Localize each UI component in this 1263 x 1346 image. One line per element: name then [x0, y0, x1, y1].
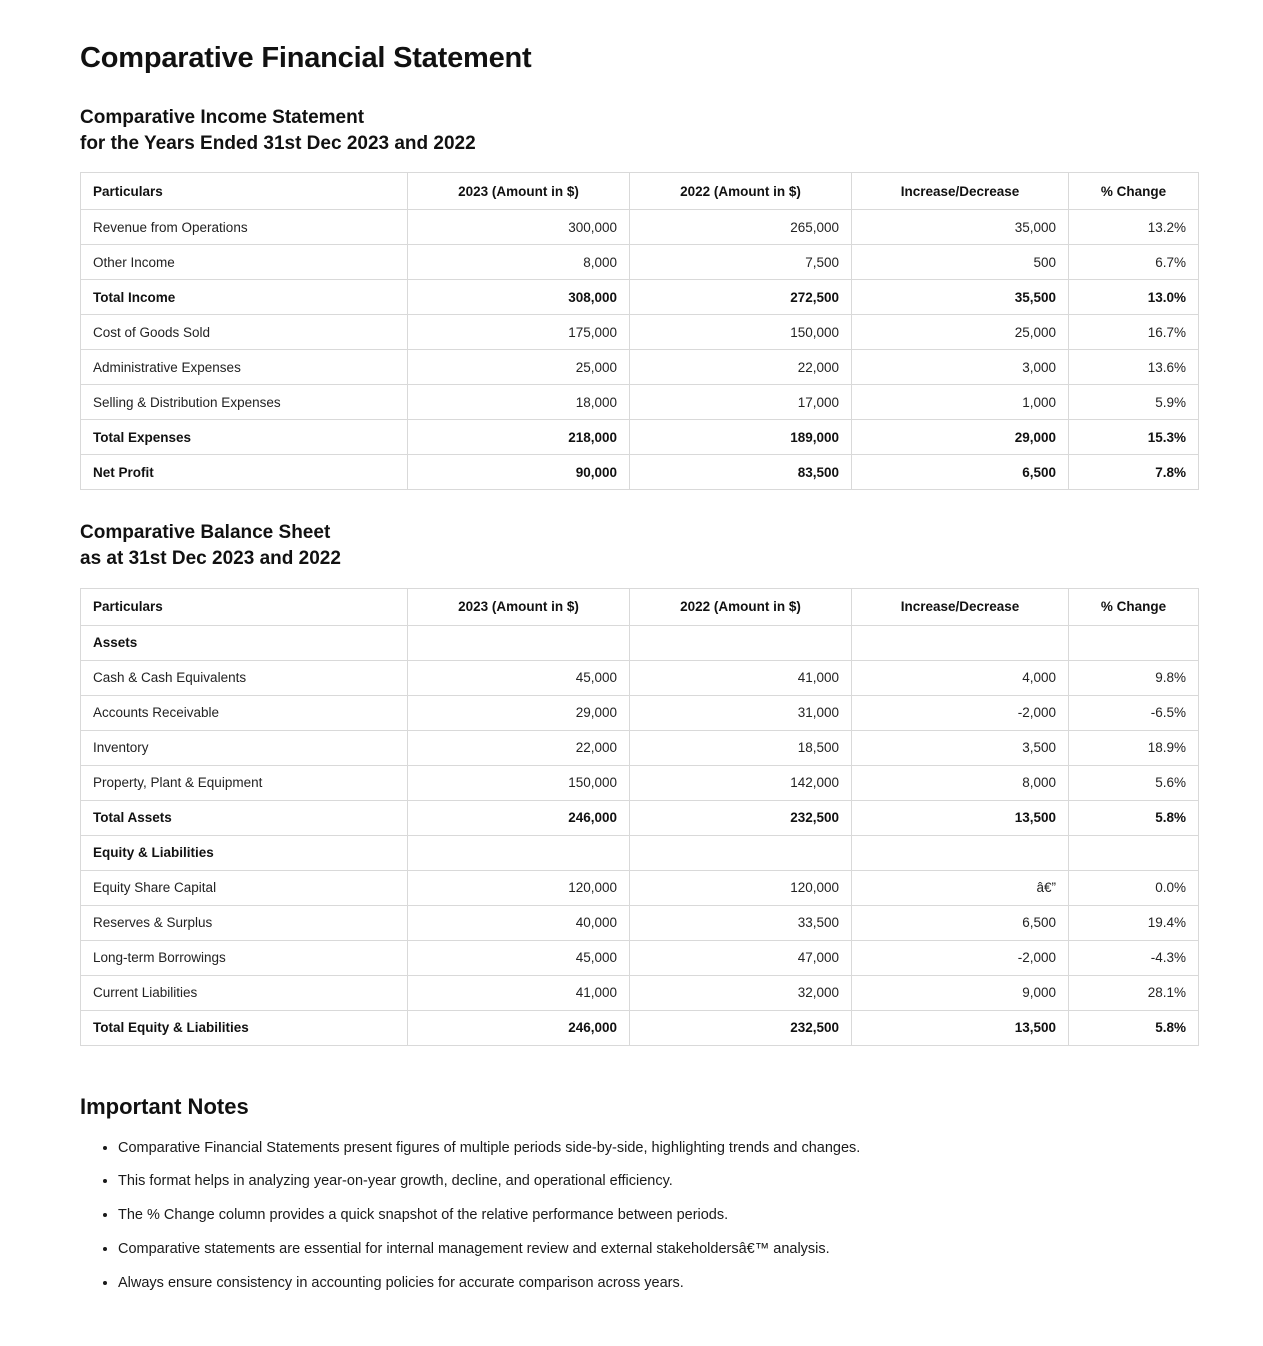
income-row-value: 13.0%: [1069, 280, 1199, 315]
income-statement-heading-line2: for the Years Ended 31st Dec 2023 and 2022: [80, 132, 476, 154]
table-row: [81, 940, 1199, 975]
page-title: Comparative Financial Statement: [80, 42, 532, 74]
balance-sheet-heading-line2: as at 31st Dec 2023 and 2022: [80, 547, 341, 569]
balance-row-label: Long-term Borrowings: [81, 940, 408, 975]
balance-row-value: 28.1%: [1069, 975, 1199, 1010]
balance-row-value: 5.8%: [1069, 800, 1199, 835]
balance-row-value: [408, 625, 630, 660]
balance-row-value: 5.8%: [1069, 1010, 1199, 1045]
table-row: [81, 420, 1199, 455]
balance-row-label: Assets: [81, 625, 408, 660]
income-row-value: 3,000: [852, 350, 1069, 385]
income-row-value: 35,500: [852, 280, 1069, 315]
balance-column-header: Particulars: [81, 588, 408, 625]
income-row-value: 8,000: [408, 245, 630, 280]
income-column-header: % Change: [1069, 173, 1199, 210]
income-row-value: 1,000: [852, 385, 1069, 420]
balance-column-header: % Change: [1069, 588, 1199, 625]
income-row-value: 175,000: [408, 315, 630, 350]
balance-row-value: 150,000: [408, 765, 630, 800]
balance-row-label: Property, Plant & Equipment: [81, 765, 408, 800]
table-row: [81, 730, 1199, 765]
balance-sheet-heading: [80, 520, 1183, 571]
table-row: [81, 350, 1199, 385]
balance-row-value: 232,500: [630, 1010, 852, 1045]
income-row-label: Net Profit: [81, 455, 408, 490]
balance-row-value: 33,500: [630, 905, 852, 940]
balance-row-value: 31,000: [630, 695, 852, 730]
income-row-label: Revenue from Operations: [81, 210, 408, 245]
table-row: [81, 385, 1199, 420]
income-row-value: 35,000: [852, 210, 1069, 245]
income-row-value: 29,000: [852, 420, 1069, 455]
list-item: • Always ensure consistency in accounting policies for accurate comparison across years.: [118, 1273, 1183, 1295]
balance-row-value: 120,000: [630, 870, 852, 905]
income-row-value: 300,000: [408, 210, 630, 245]
balance-row-value: [408, 835, 630, 870]
income-row-label: Cost of Goods Sold: [81, 315, 408, 350]
balance-row-value: 142,000: [630, 765, 852, 800]
income-row-label: Total Income: [81, 280, 408, 315]
list-item: • The % Change column provides a quick snapshot of the relative performance between periods.: [118, 1205, 1183, 1227]
balance-row-value: â€”: [852, 870, 1069, 905]
income-column-header: Particulars: [81, 173, 408, 210]
balance-row-value: 246,000: [408, 800, 630, 835]
income-row-value: 83,500: [630, 455, 852, 490]
balance-row-value: [1069, 625, 1199, 660]
income-row-value: 6,500: [852, 455, 1069, 490]
income-row-value: 13.6%: [1069, 350, 1199, 385]
income-row-value: 90,000: [408, 455, 630, 490]
income-row-value: 25,000: [852, 315, 1069, 350]
balance-row-value: 8,000: [852, 765, 1069, 800]
balance-row-value: [630, 625, 852, 660]
balance-row-label: Current Liabilities: [81, 975, 408, 1010]
income-row-value: 265,000: [630, 210, 852, 245]
table-row: [81, 835, 1199, 870]
table-row: [81, 245, 1199, 280]
balance-row-value: [1069, 835, 1199, 870]
balance-sheet-table: [80, 588, 1199, 1046]
income-statement-body: [81, 210, 1199, 490]
balance-row-value: 41,000: [408, 975, 630, 1010]
income-statement-heading-line1: Comparative Income Statement: [80, 107, 365, 128]
income-row-value: 272,500: [630, 280, 852, 315]
balance-row-value: 3,500: [852, 730, 1069, 765]
balance-row-value: 0.0%: [1069, 870, 1199, 905]
income-row-value: 5.9%: [1069, 385, 1199, 420]
balance-row-label: Total Equity & Liabilities: [81, 1010, 408, 1045]
table-row: [81, 800, 1199, 835]
balance-column-header: 2023 (Amount in $): [408, 588, 630, 625]
income-row-value: 16.7%: [1069, 315, 1199, 350]
balance-row-value: 9.8%: [1069, 660, 1199, 695]
income-row-value: 22,000: [630, 350, 852, 385]
balance-sheet-header-row: [81, 588, 1199, 625]
table-row: [81, 315, 1199, 350]
list-item: • Comparative Financial Statements present figures of multiple periods side-by-side, highlighting trends and changes.: [118, 1138, 1183, 1160]
table-row: [81, 870, 1199, 905]
income-row-value: 189,000: [630, 420, 852, 455]
balance-row-label: Reserves & Surplus: [81, 905, 408, 940]
table-row: [81, 660, 1199, 695]
balance-row-label: Cash & Cash Equivalents: [81, 660, 408, 695]
balance-row-value: [630, 835, 852, 870]
balance-row-value: 45,000: [408, 940, 630, 975]
balance-row-value: -6.5%: [1069, 695, 1199, 730]
balance-row-value: 4,000: [852, 660, 1069, 695]
balance-row-value: 47,000: [630, 940, 852, 975]
balance-row-value: 232,500: [630, 800, 852, 835]
income-statement-table: [80, 172, 1199, 490]
income-row-value: 15.3%: [1069, 420, 1199, 455]
income-column-header: Increase/Decrease: [852, 173, 1069, 210]
balance-row-value: 120,000: [408, 870, 630, 905]
table-row: [81, 975, 1199, 1010]
balance-row-label: Equity Share Capital: [81, 870, 408, 905]
balance-row-value: 5.6%: [1069, 765, 1199, 800]
income-row-value: 7,500: [630, 245, 852, 280]
balance-row-value: 40,000: [408, 905, 630, 940]
table-row: [81, 765, 1199, 800]
balance-column-header: Increase/Decrease: [852, 588, 1069, 625]
table-row: [81, 905, 1199, 940]
balance-row-value: 6,500: [852, 905, 1069, 940]
table-row: [81, 455, 1199, 490]
balance-row-value: 45,000: [408, 660, 630, 695]
income-row-value: 6.7%: [1069, 245, 1199, 280]
balance-row-value: -4.3%: [1069, 940, 1199, 975]
table-row: [81, 210, 1199, 245]
income-row-value: 500: [852, 245, 1069, 280]
balance-row-value: -2,000: [852, 695, 1069, 730]
income-row-label: Total Expenses: [81, 420, 408, 455]
income-statement-header-row: [81, 173, 1199, 210]
balance-row-value: 29,000: [408, 695, 630, 730]
table-row: [81, 280, 1199, 315]
balance-row-value: 9,000: [852, 975, 1069, 1010]
list-item: • This format helps in analyzing year-on-year growth, decline, and operational efficiency.: [118, 1171, 1183, 1193]
balance-row-value: -2,000: [852, 940, 1069, 975]
balance-column-header: 2022 (Amount in $): [630, 588, 852, 625]
income-row-value: 17,000: [630, 385, 852, 420]
income-column-header: 2022 (Amount in $): [630, 173, 852, 210]
notes-title: Important Notes: [80, 1093, 249, 1119]
balance-row-value: 13,500: [852, 1010, 1069, 1045]
balance-row-label: Total Assets: [81, 800, 408, 835]
income-row-value: 150,000: [630, 315, 852, 350]
income-row-label: Administrative Expenses: [81, 350, 408, 385]
income-row-value: 308,000: [408, 280, 630, 315]
income-row-value: 13.2%: [1069, 210, 1199, 245]
income-row-value: 18,000: [408, 385, 630, 420]
income-row-label: Other Income: [81, 245, 408, 280]
balance-row-value: 18.9%: [1069, 730, 1199, 765]
balance-row-value: [852, 835, 1069, 870]
balance-row-label: Inventory: [81, 730, 408, 765]
balance-row-value: 246,000: [408, 1010, 630, 1045]
income-statement-heading: [80, 105, 1183, 156]
balance-sheet-heading-line1: Comparative Balance Sheet: [80, 522, 331, 544]
balance-sheet-body: [81, 625, 1199, 1045]
balance-row-label: Equity & Liabilities: [81, 835, 408, 870]
income-row-value: 25,000: [408, 350, 630, 385]
table-row: [81, 625, 1199, 660]
balance-row-value: 19.4%: [1069, 905, 1199, 940]
balance-row-value: 13,500: [852, 800, 1069, 835]
income-column-header: 2023 (Amount in $): [408, 173, 630, 210]
notes-list: [80, 1138, 1183, 1295]
income-row-value: 218,000: [408, 420, 630, 455]
balance-row-value: 32,000: [630, 975, 852, 1010]
balance-row-label: Accounts Receivable: [81, 695, 408, 730]
table-row: [81, 1010, 1199, 1045]
balance-row-value: 22,000: [408, 730, 630, 765]
balance-row-value: [852, 625, 1069, 660]
income-row-value: 7.8%: [1069, 455, 1199, 490]
table-row: [81, 695, 1199, 730]
list-item: • Comparative statements are essential for internal management review and external stakeholdersâ€™ analysis.: [118, 1239, 1183, 1261]
income-row-label: Selling & Distribution Expenses: [81, 385, 408, 420]
balance-row-value: 41,000: [630, 660, 852, 695]
balance-row-value: 18,500: [630, 730, 852, 765]
